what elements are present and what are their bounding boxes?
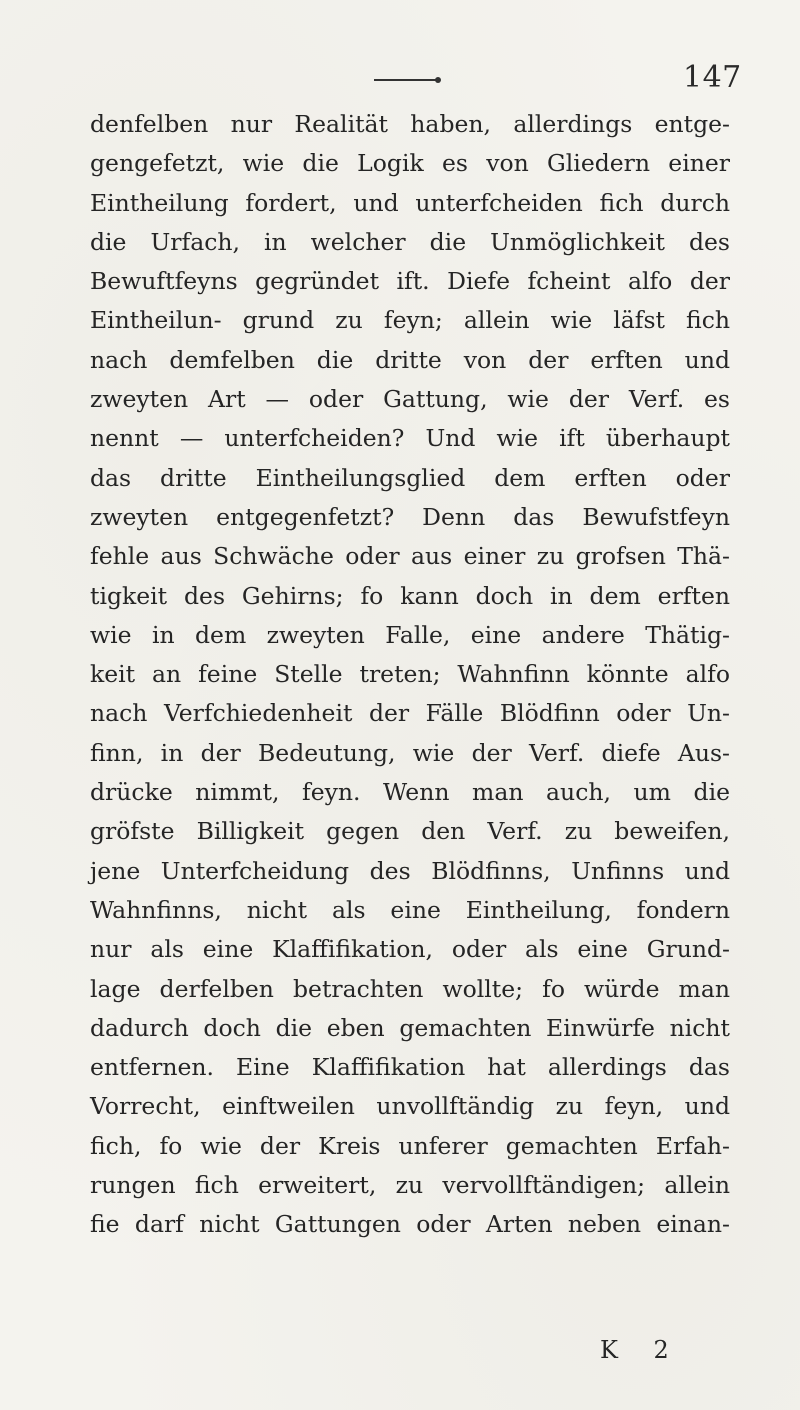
text-line: Bewuftfeyns gegründet ift. Diefe fcheint alfo der [90,267,730,296]
text-line: Eintheilung fordert, und unterfcheiden fich durch [90,188,730,217]
text-line: wie in dem zweyten Falle, eine andere Thätig- [90,620,730,649]
text-line: nach Verfchiedenheit der Fälle Blödfinn oder Un- [90,699,730,728]
text-line: gengefetzt, wie die Logik es von Gliedern einer [90,149,730,178]
text-line: fehle aus Schwäche oder aus einer zu grofsen Thä- [90,542,730,571]
text-line: zweyten entgegenfetzt? Denn das Bewufstfeyn [90,502,730,531]
text-line: nennt — unterfcheiden? Und wie ift überhaupt [90,424,730,453]
signature-mark: K 2 [600,1336,683,1364]
text-line: Wahnfinns, nicht als eine Eintheilung, fondern [90,895,730,924]
text-line: tigkeit des Gehirns; fo kann doch in dem erften [90,581,730,610]
body-text [90,105,730,1245]
text-line: finn, in der Bedeutung, wie der Verf. diefe Aus- [90,738,730,767]
text-line: das dritte Eintheilungsglied dem erften oder [90,463,730,492]
text-line: Eintheilun- grund zu feyn; allein wie läfst fich [90,306,730,335]
text-line: jene Unterfcheidung des Blödfinns, Unfinns und [90,856,730,885]
text-line: Vorrecht, einftweilen unvollftändig zu feyn, und [90,1092,730,1121]
page-number: 147 [683,60,742,95]
text-line: nur als eine Klaffifikation, oder als eine Grund- [90,935,730,964]
text-line: rungen fich erweitert, zu vervollftändigen; allein [90,1171,730,1200]
text-line: denfelben nur Realität haben, allerdings entge- [90,110,730,138]
text-line: fie darf nicht Gattungen oder Arten neben einan- [90,1210,730,1239]
text-line: fich, fo wie der Kreis unferer gemachten Erfah- [90,1131,730,1160]
header-rule [374,79,438,81]
text-line: entfernen. Eine Klaffifikation hat allerdings das [90,1053,730,1082]
text-line: keit an feine Stelle treten; Wahnfinn könnte alfo [90,660,730,689]
text-line: drücke nimmt, feyn. Wenn man auch, um die [90,778,730,807]
footer-row [90,1330,730,1370]
text-line: die Urfach, in welcher die Unmöglichkeit des [90,227,730,256]
text-line: lage derfelben betrachten wollte; fo würde man [90,974,730,1003]
text-line: nach demfelben die dritte von der erften und [90,345,730,374]
text-line: gröfste Billigkeit gegen den Verf. zu beweifen, [90,817,730,846]
text-line: dadurch doch die eben gemachten Einwürfe nicht [90,1013,730,1042]
text-line: zweyten Art — oder Gattung, wie der Verf. es [90,385,730,414]
